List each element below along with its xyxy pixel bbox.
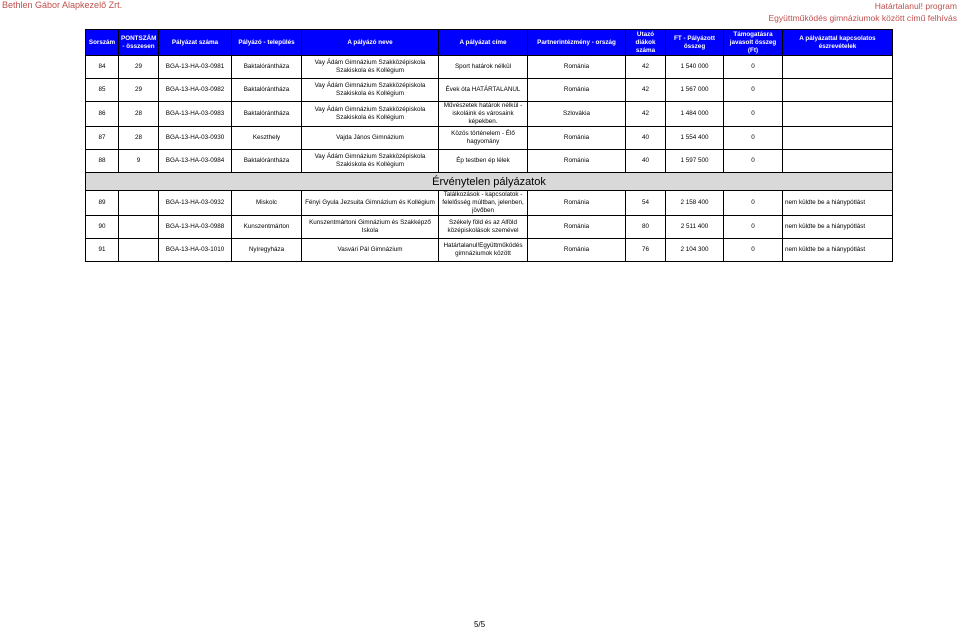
cell-javasolt-osszeg: 0 — [724, 216, 783, 239]
cell-utazo-diakok: 40 — [626, 127, 666, 150]
cell-orszag: Románia — [528, 216, 626, 239]
cell-utazo-diakok: 76 — [626, 239, 666, 262]
cell-utazo-diakok: 42 — [626, 56, 666, 79]
program-title — [769, 0, 958, 24]
cell-palyazo-neve: Vasvári Pál Gimnázium — [302, 239, 439, 262]
col-header-palyazat-cime: A pályázat címe — [439, 30, 528, 56]
cell-pontszam — [119, 191, 159, 216]
cell-utazo-diakok: 40 — [626, 150, 666, 173]
cell-telepules: Nyíregyháza — [232, 239, 302, 262]
cell-palyazat-cime: Évek óta HATÁRTALANUL — [439, 79, 528, 102]
cell-eszrevetelek — [783, 102, 893, 127]
cell-eszrevetelek — [783, 56, 893, 79]
cell-sorszam: 86 — [86, 102, 119, 127]
cell-eszrevetelek — [783, 127, 893, 150]
cell-utazo-diakok: 54 — [626, 191, 666, 216]
cell-palyazott-osszeg: 2 511 400 — [666, 216, 724, 239]
cell-sorszam: 84 — [86, 56, 119, 79]
cell-sorszam: 87 — [86, 127, 119, 150]
cell-pontszam: 28 — [119, 127, 159, 150]
cell-palyazo-neve: Vajda János Gimnázium — [302, 127, 439, 150]
cell-eszrevetelek: nem küldte be a hiánypótlást — [783, 239, 893, 262]
cell-pontszam: 9 — [119, 150, 159, 173]
page-number: 5/5 — [473, 620, 486, 629]
cell-palyazat-szama: BGA-13-HA-03-0932 — [159, 191, 232, 216]
cell-orszag: Románia — [528, 239, 626, 262]
cell-telepules: Miskolc — [232, 191, 302, 216]
cell-orszag: Románia — [528, 150, 626, 173]
col-header-palyazo-neve: A pályázó neve — [302, 30, 439, 56]
cell-javasolt-osszeg: 0 — [724, 102, 783, 127]
cell-javasolt-osszeg: 0 — [724, 127, 783, 150]
cell-utazo-diakok: 42 — [626, 102, 666, 127]
cell-sorszam: 88 — [86, 150, 119, 173]
cell-javasolt-osszeg: 0 — [724, 79, 783, 102]
cell-palyazat-cime: Határtalanul!Együttműködés gimnáziumok között — [439, 239, 528, 262]
cell-palyazott-osszeg: 1 597 500 — [666, 150, 724, 173]
table-row — [86, 239, 893, 262]
cell-palyazat-cime: Ép testben ép lélek — [439, 150, 528, 173]
cell-telepules: Kunszentmárton — [232, 216, 302, 239]
cell-orszag: Románia — [528, 127, 626, 150]
cell-orszag: Románia — [528, 56, 626, 79]
cell-palyazo-neve: Vay Ádám Gimnázium Szakközépiskola Szakiskola és Kollégium — [302, 56, 439, 79]
cell-pontszam — [119, 216, 159, 239]
col-header-palyazat-szama: Pályázat száma — [159, 30, 232, 56]
cell-palyazat-szama: BGA-13-HA-03-1010 — [159, 239, 232, 262]
organization-name: Bethlen Gábor Alapkezelő Zrt. — [2, 0, 123, 10]
cell-palyazott-osszeg: 2 158 400 — [666, 191, 724, 216]
table-row — [86, 216, 893, 239]
cell-palyazott-osszeg: 1 540 000 — [666, 56, 724, 79]
cell-pontszam: 28 — [119, 102, 159, 127]
cell-palyazott-osszeg: 1 484 000 — [666, 102, 724, 127]
cell-sorszam: 89 — [86, 191, 119, 216]
table-row — [86, 56, 893, 79]
cell-orszag: Románia — [528, 79, 626, 102]
cell-javasolt-osszeg: 0 — [724, 150, 783, 173]
cell-palyazat-szama: BGA-13-HA-03-0981 — [159, 56, 232, 79]
cell-utazo-diakok: 42 — [626, 79, 666, 102]
table-row — [86, 150, 893, 173]
cell-palyazat-szama: BGA-13-HA-03-0988 — [159, 216, 232, 239]
call-title: Együttműködés gimnáziumok között című felhívás — [768, 13, 957, 23]
table-row — [86, 127, 893, 150]
cell-palyazat-szama: BGA-13-HA-03-0984 — [159, 150, 232, 173]
table-row — [86, 191, 893, 216]
cell-telepules: Baktalórántháza — [232, 79, 302, 102]
cell-javasolt-osszeg: 0 — [724, 56, 783, 79]
table-row — [86, 102, 893, 127]
cell-palyazat-cime: Sport határok nélkül — [439, 56, 528, 79]
cell-sorszam: 90 — [86, 216, 119, 239]
cell-telepules: Keszthely — [232, 127, 302, 150]
col-header-utazo-diakok: Utazó diákok száma — [626, 30, 666, 56]
cell-palyazat-cime: Székely föld és az Alföld középiskolások szemével — [439, 216, 528, 239]
cell-palyazat-cime: Közös történelem - Élő hagyomány — [439, 127, 528, 150]
cell-sorszam: 91 — [86, 239, 119, 262]
cell-sorszam: 85 — [86, 79, 119, 102]
col-header-pontszam: PONTSZÁM - összesen — [119, 30, 159, 56]
cell-palyazat-szama: BGA-13-HA-03-0930 — [159, 127, 232, 150]
cell-palyazat-szama: BGA-13-HA-03-0983 — [159, 102, 232, 127]
cell-palyazat-cime: Találkozások - kapcsolatok - felelősség múltban, jelenben, jövőben — [439, 191, 528, 216]
col-header-partner-orszag: Partnerintézmény - ország — [528, 30, 626, 56]
cell-palyazo-neve: Vay Ádám Gimnázium Szakközépiskola Szakiskola és Kollégium — [302, 102, 439, 127]
cell-eszrevetelek: nem küldte be a hiánypótlást — [783, 216, 893, 239]
col-header-eszrevetelek: A pályázattal kapcsolatos észrevételek — [783, 30, 893, 56]
cell-javasolt-osszeg: 0 — [724, 239, 783, 262]
cell-palyazott-osszeg: 1 567 000 — [666, 79, 724, 102]
applications-table — [85, 29, 893, 262]
cell-palyazott-osszeg: 2 104 300 — [666, 239, 724, 262]
table-header-row — [86, 30, 893, 56]
program-name: Határtalanul! program — [874, 1, 957, 11]
cell-eszrevetelek: nem küldte be a hiánypótlást — [783, 191, 893, 216]
section-row-invalid — [86, 173, 893, 191]
cell-telepules: Baktalórántháza — [232, 56, 302, 79]
col-header-telepules: Pályázó - település — [232, 30, 302, 56]
cell-pontszam — [119, 239, 159, 262]
cell-eszrevetelek — [783, 150, 893, 173]
col-header-palyazott-osszeg: FT - Pályázott összeg — [666, 30, 724, 56]
cell-utazo-diakok: 80 — [626, 216, 666, 239]
cell-orszag: Románia — [528, 191, 626, 216]
cell-telepules: Baktalórántháza — [232, 150, 302, 173]
cell-orszag: Szlovákia — [528, 102, 626, 127]
cell-javasolt-osszeg: 0 — [724, 191, 783, 216]
cell-palyazo-neve: Fényi Gyula Jezsuita Gimnázium és Kollégium — [302, 191, 439, 216]
section-title: Érvénytelen pályázatok — [86, 173, 893, 191]
cell-palyazo-neve: Vay Ádám Gimnázium Szakközépiskola Szakiskola és Kollégium — [302, 79, 439, 102]
col-header-sorszam: Sorszám — [86, 30, 119, 56]
cell-palyazat-cime: Művészetek határok nélkül - iskoláink és városaink képekben. — [439, 102, 528, 127]
cell-telepules: Baktalórántháza — [232, 102, 302, 127]
cell-eszrevetelek — [783, 79, 893, 102]
table-row — [86, 79, 893, 102]
cell-palyazott-osszeg: 1 554 400 — [666, 127, 724, 150]
cell-palyazat-szama: BGA-13-HA-03-0982 — [159, 79, 232, 102]
cell-pontszam: 29 — [119, 79, 159, 102]
cell-pontszam: 29 — [119, 56, 159, 79]
col-header-javasolt-osszeg: Támogatásra javasolt összeg (Ft) — [724, 30, 783, 56]
cell-palyazo-neve: Vay Ádám Gimnázium Szakközépiskola Szakiskola és Kollégium — [302, 150, 439, 173]
cell-palyazo-neve: Kunszentmártoni Gimnázium és Szakképző Iskola — [302, 216, 439, 239]
